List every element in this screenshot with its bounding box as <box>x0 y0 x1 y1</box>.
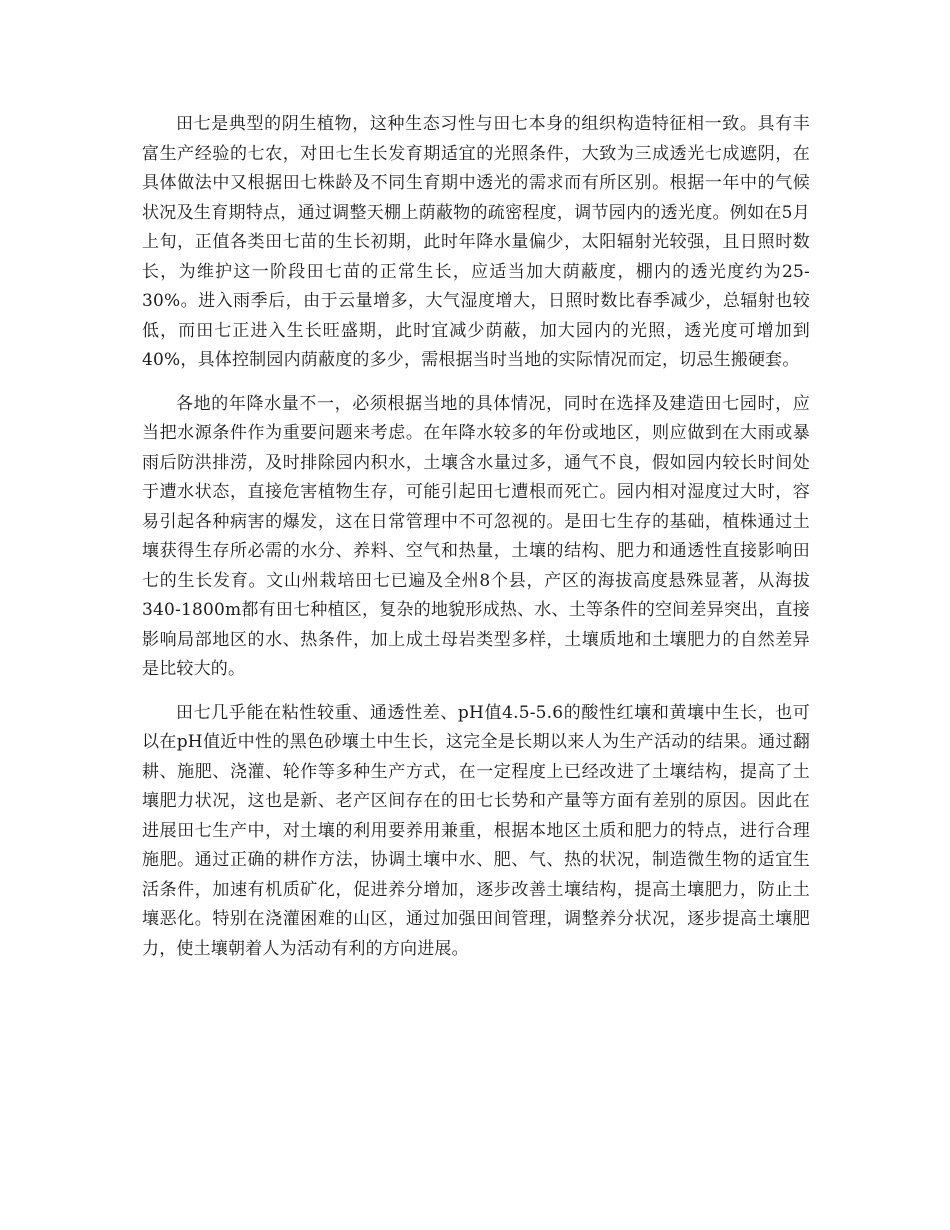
paragraph-water-soil: 各地的年降水量不一，必须根据当地的具体情况，同时在选择及建造田七园时，应当把水源条件作为重要问题来考虑。在年降水较多的年份或地区，则应做到在大雨或暴雨后防洪排涝，及时排除园内积水，土壤含水量过多，通气不良，假如园内较长时间处于遭水状态，直接危害植物生存，可能引起田七遭根而死亡。园内相对湿度过大时，容易引起各种病害的爆发，这在日常管理中不可忽视的。是田七生存的基础，植株通过土壤获得生存所必需的水分、养料、空气和热量，土壤的结构、肥力和通透性直接影响田七的生长发育。文山州栽培田七已遍及全州8个县，产区的海拔高度悬殊显著，从海拔340-1800m都有田七种植区，复杂的地貌形成热、水、土等条件的空间差异突出，直接影响局部地区的水、热条件，加上成土母岩类型多样，土壤质地和土壤肥力的自然差异是比较大的。 <box>142 393 810 679</box>
paragraph-soil-improvement: 田七几乎能在粘性较重、通透性差、pH值4.5-5.6的酸性红壤和黄壤中生长，也可以在pH值近中性的黑色砂壤土中生长，这完全是长期以来人为生产活动的结果。通过翻耕、施肥、浇灌、轮作等多种生产方式，在一定程度上已经改进了土壤结构，提高了土壤肥力状况，这也是新、老产区间存在的田七长势和产量等方面有差别的原因。因此在进展田七生产中，对土壤的利用要养用兼重，根据本地区土质和肥力的特点，进行合理施肥。通过正确的耕作方法，协调土壤中水、肥、气、热的状况，制造微生物的适宜生活条件，加速有机质矿化，促进养分增加，逐步改善土壤结构，提高土壤肥力，防止土壤恶化。特别在浇灌困难的山区，通过加强田间管理，调整养分状况，逐步提高土壤肥力，使土壤朝着人为活动有利的方向进展。 <box>142 702 810 959</box>
document-body <box>142 110 810 978</box>
paragraph-light-conditions: 田七是典型的阴生植物，这种生态习性与田七本身的组织构造特征相一致。具有丰富生产经验的七农，对田七生长发育期适宜的光照条件，大致为三成透光七成遮阴，在具体做法中又根据田七株龄及不同生育期中透光的需求而有所区别。根据一年中的气候状况及生育期特点，通过调整天棚上荫蔽物的疏密程度，调节园内的透光度。例如在5月上旬，正值各类田七苗的生长初期，此时年降水量偏少，太阳辐射光较强，且日照时数长，为维护这一阶段田七苗的正常生长，应适当加大荫蔽度，棚内的透光度约为25-30%。进入雨季后，由于云量增多，大气湿度增大，日照时数比春季减少，总辐射也较低，而田七正进入生长旺盛期，此时宜减少荫蔽，加大园内的光照，透光度可增加到40%，具体控制园内荫蔽度的多少，需根据当时当地的实际情况而定，切忌生搬硬套。 <box>142 114 810 370</box>
